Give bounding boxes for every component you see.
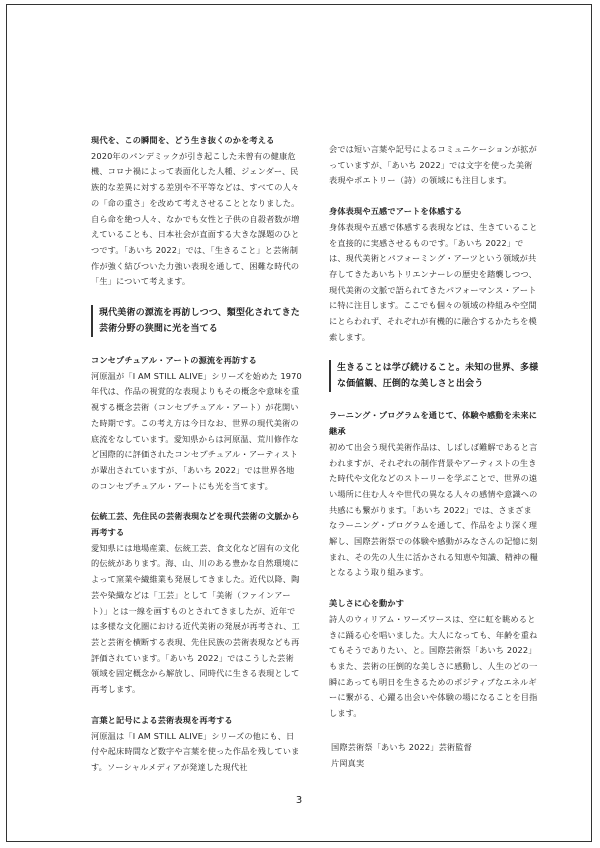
- beauty-heading: 美しさに心を動かす: [329, 598, 405, 609]
- learning-block: [329, 408, 540, 581]
- signature-name: 片岡真実: [331, 757, 365, 768]
- body-senses-block: [329, 204, 540, 345]
- craft-heading: 伝統工芸、先住民の芸術表現などを現代芸術の文脈から再考する: [91, 511, 300, 538]
- body-senses-body: 身体表現や五感で体感する表現などは、生きていることを直接的に実感させるものです。「あいち 2022」では、現代美術とパフォーミング・アーツという領域が共存してきたあいちトリエンナーレの歴史を踏襲しつつ、現代美術の文脈で語られてきたパフォーマンス・アートに特に注目します。ここでも個々の領域の枠組みや空間にとらわれず、それぞれが有機的に融合するかたちを模索します。: [329, 221, 538, 342]
- section-title-2: 生きることは学び続けること。未知の世界、多様な価値観、圧倒的な美しさと出会う: [329, 360, 540, 392]
- learning-body: 初めて出会う現代美術作品は、しばしば難解であると言われますが、それぞれの制作背景やアーティストの生きた時代や文化などのストーリーを学ぶことで、世界の遠い場所に住む人々や世代の異なる人々の感情や意識への共感にも繋がります。「あいち 2022」では、さまざまなラーニング・プログラムを通して、作品をより深く理解し、国際芸術祭での体験や感動がみなさんの記憶に刻まれ、その先の人生に活かされる知恵や知識、精神の糧となるよう取り組みます。: [329, 441, 538, 578]
- document-page: [6, 4, 592, 842]
- section-title-1: 現代美術の源流を再訪しつつ、類型化されてきた芸術分野の狭間に光を当てる: [91, 305, 302, 337]
- signature-title: 国際芸術祭「あいち 2022」芸術監督: [331, 741, 472, 752]
- page-number: 3: [295, 795, 303, 806]
- craft-block: [91, 509, 302, 697]
- intro-body: 2020年のパンデミックが引き起こした未曾有の健康危機、コロナ禍によって表面化した人種、ジェンダー、民族的な差異に対する差別や不平等などは、すべての人々の「命の重さ」を改めて考えさせることとなりました。自ら命を絶つ人々、なかでも女性と子供の自殺者数が増えていることも、日本社会が直面する大きな課題のひとつです。「あいち 2022」では、「生きること」と芸術制作が強く結びついた力強い表現を通して、困難な時代の「生」について考えます。: [91, 150, 300, 287]
- right-column: [329, 142, 540, 771]
- intro-heading: 現代を、この瞬間を、どう生き抜くのかを考える: [91, 135, 275, 145]
- intro-block: [91, 133, 302, 290]
- learning-heading: ラーニング・プログラムを通じて、体験や感動を未来に継承: [329, 410, 538, 437]
- concept-block: [91, 353, 302, 494]
- craft-body: 愛知県には地場産業、伝統工芸、食文化など固有の文化的伝統があります。海、山、川のある豊かな自然環境によって窯業や繊維業も発展してきました。近代以降、陶芸や染織などは「工芸」として「美術（ファインアート）」とは一線を画すものとされてきましたが、近年では多様な文化圏における近代美術の発展が再考され、工芸と芸術を横断する表現、先住民族の芸術表現なども再評価されています。「あいち 2022」ではこうした芸術領域を固定概念から解放し、同時代に生きる表現として再考します。: [91, 542, 300, 695]
- language-continued-block: [329, 142, 540, 189]
- beauty-block: [329, 596, 540, 722]
- beauty-body: 詩人のウィリアム・ワーズワースは、空に虹を眺めるときに踊る心を唱いました。大人になっても、年齢を重ねてもそうでありたい、と。国際芸術祭「あいち 2022」もまた、芸術の圧倒的な美しさに感動し、人生のどの一瞬にあっても明日を生きるためのポジティブなエネルギーに繋がる、心躍る出会いや体験の場になることを目指します。: [329, 613, 538, 719]
- language-block: [91, 713, 302, 776]
- concept-heading: コンセプチュアル・アートの源流を再訪する: [91, 355, 257, 366]
- signature: [329, 740, 540, 771]
- concept-body: 河原温が「I AM STILL ALIVE」シリーズを始めた 1970 年代は、作品の視覚的な表現よりもその概念や意味を重視する概念芸術（コンセプチュアル・アート）が花開いた時期です。この考え方は今日なお、世界の現代美術の底流をなしています。愛知県からは河原温、荒川修作など国際的に評価されたコンセプチュアル・アーティストが輩出されていますが、「あいち 2022」では世界各地のコンセプチュアル・アートにも光を当てます。: [91, 370, 302, 491]
- body-senses-heading: 身体表現や五感でアートを体感する: [329, 206, 463, 217]
- left-column: [91, 133, 302, 791]
- language-continued-body: 会では短い言葉や記号によるコミュニケーションが拡がっていますが、「あいち 2022」では文字を使った美術表現やポエトリー（詩）の領域にも注目します。: [329, 144, 537, 186]
- language-heading: 言葉と記号による芸術表現を再考する: [91, 714, 233, 725]
- language-body: 河原温は「I AM STILL ALIVE」シリーズの他にも、日付や起床時間など数字や言葉を使った作品を残しています。ソーシャルメディアが発達した現代社: [91, 730, 300, 772]
